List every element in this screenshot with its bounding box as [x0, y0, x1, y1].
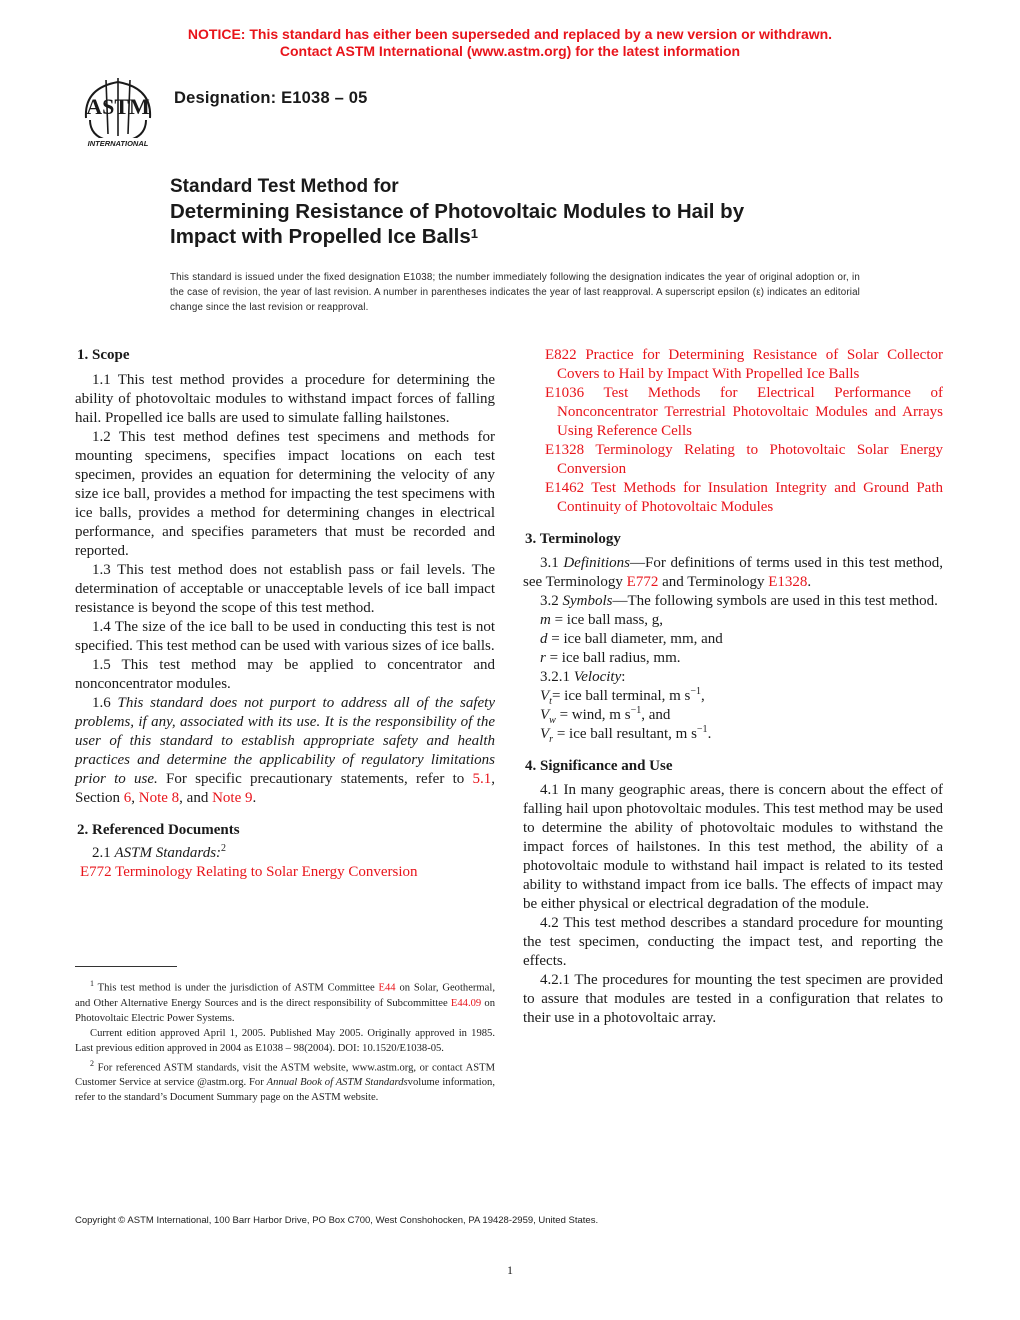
- section-3-heading: 3. Terminology: [525, 531, 621, 547]
- logo-wordmark: ASTM: [86, 94, 150, 119]
- footnote-1: $^1$ This test method is under the jurisdiction of ASTM Committee E44 on Solar, Geothermal, and Other Alternative Energy Sources and is the direct responsibility of Subcommittee E44.09 on Photovoltaic Electric Power Systems.: [75, 979, 495, 1024]
- link-5-1[interactable]: 5.1: [472, 771, 492, 787]
- symbol-vr: $V_r$ = ice ball resultant, m $s^{-1}$.: [540, 724, 712, 745]
- paragraph-1-6: 1.6 This standard does not purport to address all of the safety problems, if any, associated with its use. It is the responsibility of the user of this standard to establish appropriate safety and health practices and determine the applicability of regulatory limitations prior to use. For specific precautionary statements, refer to 5.1, Section 6, Note 8, and Note 9.: [75, 695, 496, 806]
- symbol-vw: $V_w$ = wind, m $s^{-1}$, and: [540, 705, 671, 726]
- right-column: [523, 346, 943, 1028]
- section-4-heading: 4. Significance and Use: [525, 758, 673, 774]
- page-number: 1: [507, 1263, 513, 1277]
- link-e44[interactable]: E44: [378, 982, 396, 994]
- section-1-heading: 1. Scope: [77, 347, 130, 363]
- title-line-2: Determining Resistance of Photovoltaic Modules to Hail by: [170, 200, 745, 223]
- astm-logo: [76, 74, 160, 148]
- paragraph-3-2-1: 3.2.1 Velocity:: [540, 669, 626, 685]
- reference-e772[interactable]: E772 Terminology Relating to Solar Energy Conversion: [80, 864, 418, 880]
- paragraph-1-4: 1.4 The size of the ice ball to be used in conducting this test is not specified. This test method can be used with various sizes of ice balls.: [75, 619, 495, 654]
- paragraph-1-3: 1.3 This test method does not establish pass or fail levels. The determination of acceptable or unacceptable levels of ice ball impact resistance is beyond the scope of this test method.: [75, 562, 495, 616]
- notice-line-1: NOTICE: This standard has either been superseded and replaced by a new version or withdrawn.: [187, 26, 833, 42]
- paragraph-4-1: 4.1 In many geographic areas, there is concern about the effect of falling hail upon photovoltaic modules. This test method may be used to determine the ability of photovoltaic modules to withstand the impact forces of hailstones. In this test method, the ability of a photovoltaic module to withstand hail impact is related to its tested ability to withstand impact from ice balls. The effects of impact may be either physical or electrical degradation of the module.: [523, 782, 943, 912]
- reference-e1328[interactable]: E1328 Terminology Relating to Photovoltaic Solar Energy Conversion: [545, 442, 944, 477]
- title-line-1: Standard Test Method for: [170, 176, 399, 197]
- footnote-1-edition: Current edition approved April 1, 2005. Published May 2005. Originally approved in 1985. Last previous edition approved in 2004 as E1038 – 98(2004). DOI: 10.1520/E1038-05.: [75, 1027, 495, 1054]
- paragraph-4-2-1: 4.2.1 The procedures for mounting the test specimen are provided to assure that modules are tested in a configuration that relates to their use in a photovoltaic array.: [523, 972, 943, 1026]
- document-title: [170, 174, 870, 249]
- footnote-2-mark[interactable]: 2: [221, 843, 227, 854]
- link-e772[interactable]: E772: [626, 574, 659, 590]
- logo-subtitle: INTERNATIONAL: [87, 139, 149, 148]
- link-e44-09[interactable]: E44.09: [450, 997, 482, 1009]
- copyright: Copyright © ASTM International, 100 Barr Harbor Drive, PO Box C700, West Conshohocken, PA 19428-2959, United States.: [75, 1215, 599, 1226]
- designation: Designation: E1038 – 05: [174, 89, 368, 107]
- symbol-vt: $V_t=$ ice ball terminal, m $s^{-1}$,: [540, 686, 705, 707]
- link-e1328[interactable]: E1328: [768, 574, 808, 590]
- paragraph-3-1: 3.1 Definitions—For definitions of terms used in this test method, see Terminology E772 and Terminology E1328.: [523, 555, 943, 590]
- link-note-8[interactable]: Note 8: [138, 790, 180, 806]
- paragraph-3-2: 3.2 Symbols—The following symbols are used in this test method.: [540, 593, 938, 609]
- link-note-9[interactable]: Note 9: [212, 790, 253, 806]
- reference-e822[interactable]: E822 Practice for Determining Resistance of Solar Collector Covers to Hail by Impact With Propelled Ice Balls: [545, 347, 943, 382]
- link-section-6[interactable]: 6: [123, 790, 132, 806]
- title-line-3: Impact with Propelled Ice Balls$^1$: [170, 225, 478, 248]
- paragraph-1-5: 1.5 This test method may be applied to concentrator and nonconcentrator modules.: [75, 657, 495, 692]
- paragraph-2-1: 2.1 ASTM Standards:$^2$: [92, 843, 227, 861]
- footnotes: [75, 976, 495, 1105]
- paragraph-1-1: 1.1 This test method provides a procedure for determining the ability of photovoltaic modules to withstand impact forces of falling hail. Propelled ice balls are used to simulate falling hailstones.: [75, 372, 495, 426]
- symbol-r: r = ice ball radius, mm.: [540, 650, 681, 666]
- paragraph-4-2: 4.2 This test method describes a standard procedure for mounting the test specimen, conducting the impact test, and reporting the effects.: [523, 915, 943, 969]
- paragraph-1-2: 1.2 This test method defines test specimens and methods for mounting specimens, specifies impact locations on each test specimen, provides an equation for determining the velocity of any size ice ball, provides a method for impacting the test specimens with ice balls, provides a method for determining changes in electrical performance, and specifies parameters that must be recorded and reported.: [75, 429, 495, 559]
- footnote-rule: [75, 966, 177, 967]
- footnote-2: $^2$ For referenced ASTM standards, visit the ASTM website, www.astm.org, or contact ASTM Customer Service at service @astm.org. For Annual Book of ASTM Standardsvolume information, refer to the standard’s Document Summary page on the ASTM website.: [75, 1058, 496, 1104]
- reference-e1036[interactable]: E1036 Test Methods for Electrical Performance of Nonconcentrator Terrestrial Photovoltaic Modules and Arrays Using Reference Cells: [545, 385, 943, 439]
- symbol-m: m = ice ball mass, g,: [540, 612, 664, 628]
- reference-e1462[interactable]: E1462 Test Methods for Insulation Integrity and Ground Path Continuity of Photovoltaic Modules: [545, 480, 943, 515]
- supersede-notice: [0, 26, 1020, 60]
- left-column: [75, 346, 495, 882]
- notice-line-2: Contact ASTM International (www.astm.org) for the latest information: [279, 43, 741, 59]
- title-footnote-mark[interactable]: 1: [470, 226, 478, 241]
- section-2-heading: 2. Referenced Documents: [77, 822, 240, 838]
- symbol-d: d = ice ball diameter, mm, and: [540, 631, 723, 647]
- issued-statement: This standard is issued under the fixed designation E1038; the number immediately following the designation indicates the year of original adoption or, in the case of revision, the year of last revision. A number in parentheses indicates the year of last reapproval. A superscript epsilon (ε) indicates an editorial change since the last revision or reapproval.: [170, 272, 860, 313]
